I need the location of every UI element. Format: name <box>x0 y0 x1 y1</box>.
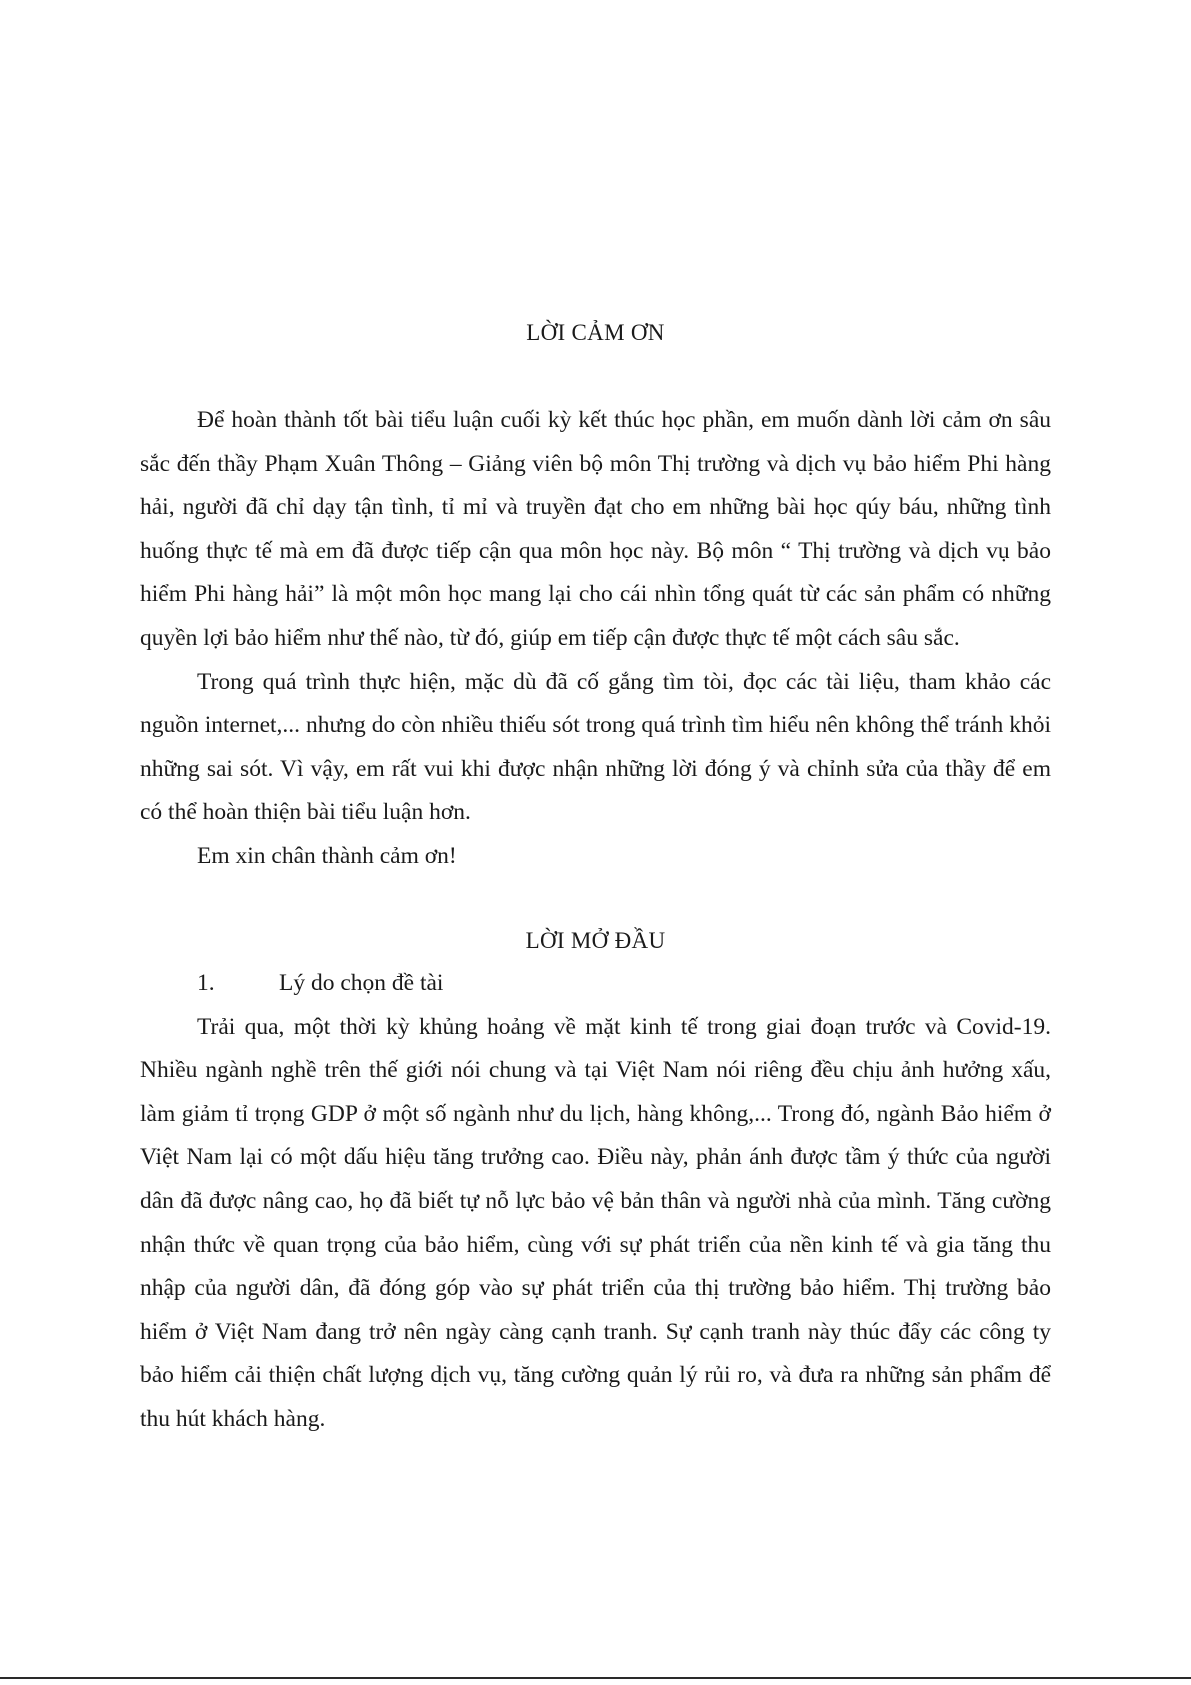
page-bottom-rule <box>0 1677 1191 1679</box>
section-heading <box>140 962 1051 1006</box>
section-number: 1. <box>197 970 215 996</box>
introduction-body <box>140 962 1051 1442</box>
acknowledgement-closing: Em xin chân thành cảm ơn! <box>197 842 457 869</box>
introduction-title: LỜI MỞ ĐẦU <box>525 928 666 953</box>
acknowledgement-paragraph-1: Để hoàn thành tốt bài tiểu luận cuối kỳ kết thúc học phần, em muốn dành lời cảm ơn sâu sắc đến thầy Phạm Xuân Thông – Giảng viên bộ môn Thị trường và dịch vụ bảo hiểm Phi hàng hải, người đã chỉ dạy tận tình, tỉ mỉ và truyền đạt cho em những bài học qúy báu, những tình huống thực tế mà em đã được tiếp cận qua môn học này. Bộ môn “ Thị trường và dịch vụ bảo hiểm Phi hàng hải” là một môn học mang lại cho cái nhìn tổng quát từ các sản phẩm có những quyền lợi bảo hiểm như thế nào, từ đó, giúp em tiếp cận được thực tế một cách sâu sắc. <box>140 407 1051 651</box>
acknowledgement-paragraph-2: Trong quá trình thực hiện, mặc dù đã cố gắng tìm tòi, đọc các tài liệu, tham khảo các nguồn internet,... nhưng do còn nhiều thiếu sót trong quá trình tìm hiểu nên không thể tránh khỏi những sai sót. Vì vậy, em rất vui khi được nhận những lời đóng ý và chỉnh sửa của thầy để em có thể hoàn thiện bài tiểu luận hơn. <box>140 668 1051 826</box>
section-title-text: Lý do chọn đề tài <box>279 970 444 996</box>
acknowledgement-body <box>140 399 1051 879</box>
acknowledgement-title: LỜI CẢM ƠN <box>526 320 665 345</box>
introduction-paragraph: Trải qua, một thời kỳ khủng hoảng về mặt kinh tế trong giai đoạn trước và Covid-19. Nhiều ngành nghề trên thế giới nói chung và tại Việt Nam nói riêng đều chịu ảnh hưởng xấu, làm giảm tỉ trọng GDP ở một số ngành như du lịch, hàng không,... Trong đó, ngành Bảo hiểm ở Việt Nam lại có một dấu hiệu tăng trưởng cao. Điều này, phản ánh được tầm ý thức của người dân đã được nâng cao, họ đã biết tự nỗ lực bảo vệ bản thân và người nhà của mình. Tăng cường nhận thức về quan trọng của bảo hiểm, cùng với sự phát triển của nền kinh tế và gia tăng thu nhập của người dân, đã đóng góp vào sự phát triển của thị trường bảo hiểm. Thị trường bảo hiểm ở Việt Nam đang trở nên ngày càng cạnh tranh. Sự cạnh tranh này thúc đẩy các công ty bảo hiểm cải thiện chất lượng dịch vụ, tăng cường quản lý rủi ro, và đưa ra những sản phẩm để thu hút khách hàng. <box>140 1013 1051 1432</box>
